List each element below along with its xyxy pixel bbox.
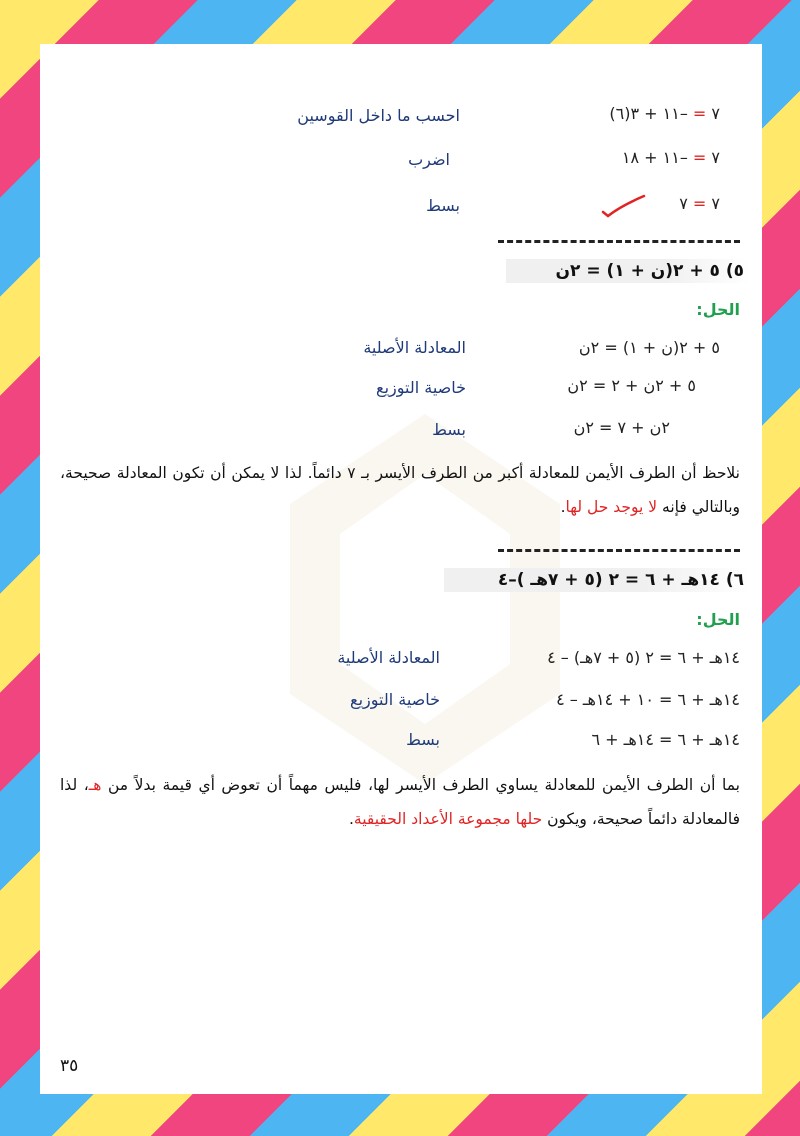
- step-note: اضرب: [408, 150, 450, 169]
- solution-step-note: خاصية التوزيع: [376, 378, 466, 397]
- step-row: [640, 194, 720, 224]
- solution-step-note: بسط: [406, 730, 440, 749]
- solution-label: الحل:: [696, 300, 740, 319]
- conclusion-paragraph: [60, 456, 740, 524]
- problem-5-header: [506, 259, 750, 283]
- solution-step-equation: ١٤هـ + ٦ = ١٤هـ + ٦: [591, 730, 740, 749]
- step-rhs: –١١ + ٣(٦): [609, 104, 688, 123]
- problem-6-header: [444, 568, 750, 592]
- solution-step-equation: ١٤هـ + ٦ = ١٠ + ١٤هـ – ٤: [556, 690, 740, 709]
- solution-step-note: خاصية التوزيع: [350, 690, 440, 709]
- conclusion-highlight: لا يوجد حل لها: [565, 498, 658, 516]
- page: [40, 44, 762, 1094]
- step-rhs: –١١ + ١٨: [621, 148, 688, 167]
- problem-number: ٦): [725, 570, 744, 590]
- step-note: احسب ما داخل القوسين: [297, 106, 460, 125]
- separator-line: [498, 240, 740, 243]
- conclusion-end: .: [348, 810, 354, 828]
- problem-equation: ٥ + ٢(ن + ١) = ٢ن: [555, 261, 720, 281]
- step-lhs: ٧: [711, 194, 720, 213]
- conclusion-text: ، لذا فالمعادلة دائماً صحيحة، ويكون: [60, 776, 740, 828]
- step-rhs: ٧: [679, 194, 688, 213]
- solution-step-note: المعادلة الأصلية: [363, 338, 466, 357]
- separator-line: [498, 549, 740, 552]
- problem-number: ٥): [725, 261, 744, 281]
- step-lhs: ٧: [711, 104, 720, 123]
- equals-sign: =: [692, 148, 707, 167]
- conclusion-paragraph: [60, 768, 740, 836]
- step-row: [560, 148, 720, 178]
- solution-step-equation: ٢ن + ٧ = ٢ن: [573, 418, 670, 437]
- page-number: ٣٥: [60, 1056, 79, 1076]
- conclusion-text: بما أن الطرف الأيمن للمعادلة يساوي الطرف الأيسر لها، فليس مهماً أن تعوض أي قيمة بدلاً من: [101, 776, 740, 794]
- solution-step-note: المعادلة الأصلية: [337, 648, 440, 667]
- step-lhs: ٧: [711, 148, 720, 167]
- solution-step-note: بسط: [432, 420, 466, 439]
- equals-sign: =: [692, 104, 707, 123]
- equals-sign: =: [692, 194, 707, 213]
- solution-step-equation: ٥ + ٢ن + ٢ = ٢ن: [567, 376, 696, 395]
- conclusion-highlight: حلها مجموعة الأعداد الحقيقية: [353, 810, 543, 828]
- step-note: بسط: [426, 196, 460, 215]
- conclusion-text: نلاحظ أن الطرف الأيمن للمعادلة أكبر من الطرف الأيسر بـ ٧ دائماً. لذا لا يمكن أن تكون المعادلة صحيحة، وبالتالي فإنه: [60, 464, 740, 516]
- step-row: [560, 104, 720, 134]
- checkmark-icon: [600, 194, 646, 220]
- solution-label: الحل:: [696, 610, 740, 629]
- solution-step-equation: ١٤هـ + ٦ = ٢ (٥ + ٧هـ) – ٤: [547, 648, 740, 667]
- problem-equation: ١٤هـ + ٦ = ٢ (٥ + ٧هـ )–٤: [497, 570, 720, 590]
- solution-step-equation: ٥ + ٢(ن + ١) = ٢ن: [578, 338, 720, 357]
- conclusion-variable: هـ: [88, 776, 102, 794]
- conclusion-end: .: [560, 498, 566, 516]
